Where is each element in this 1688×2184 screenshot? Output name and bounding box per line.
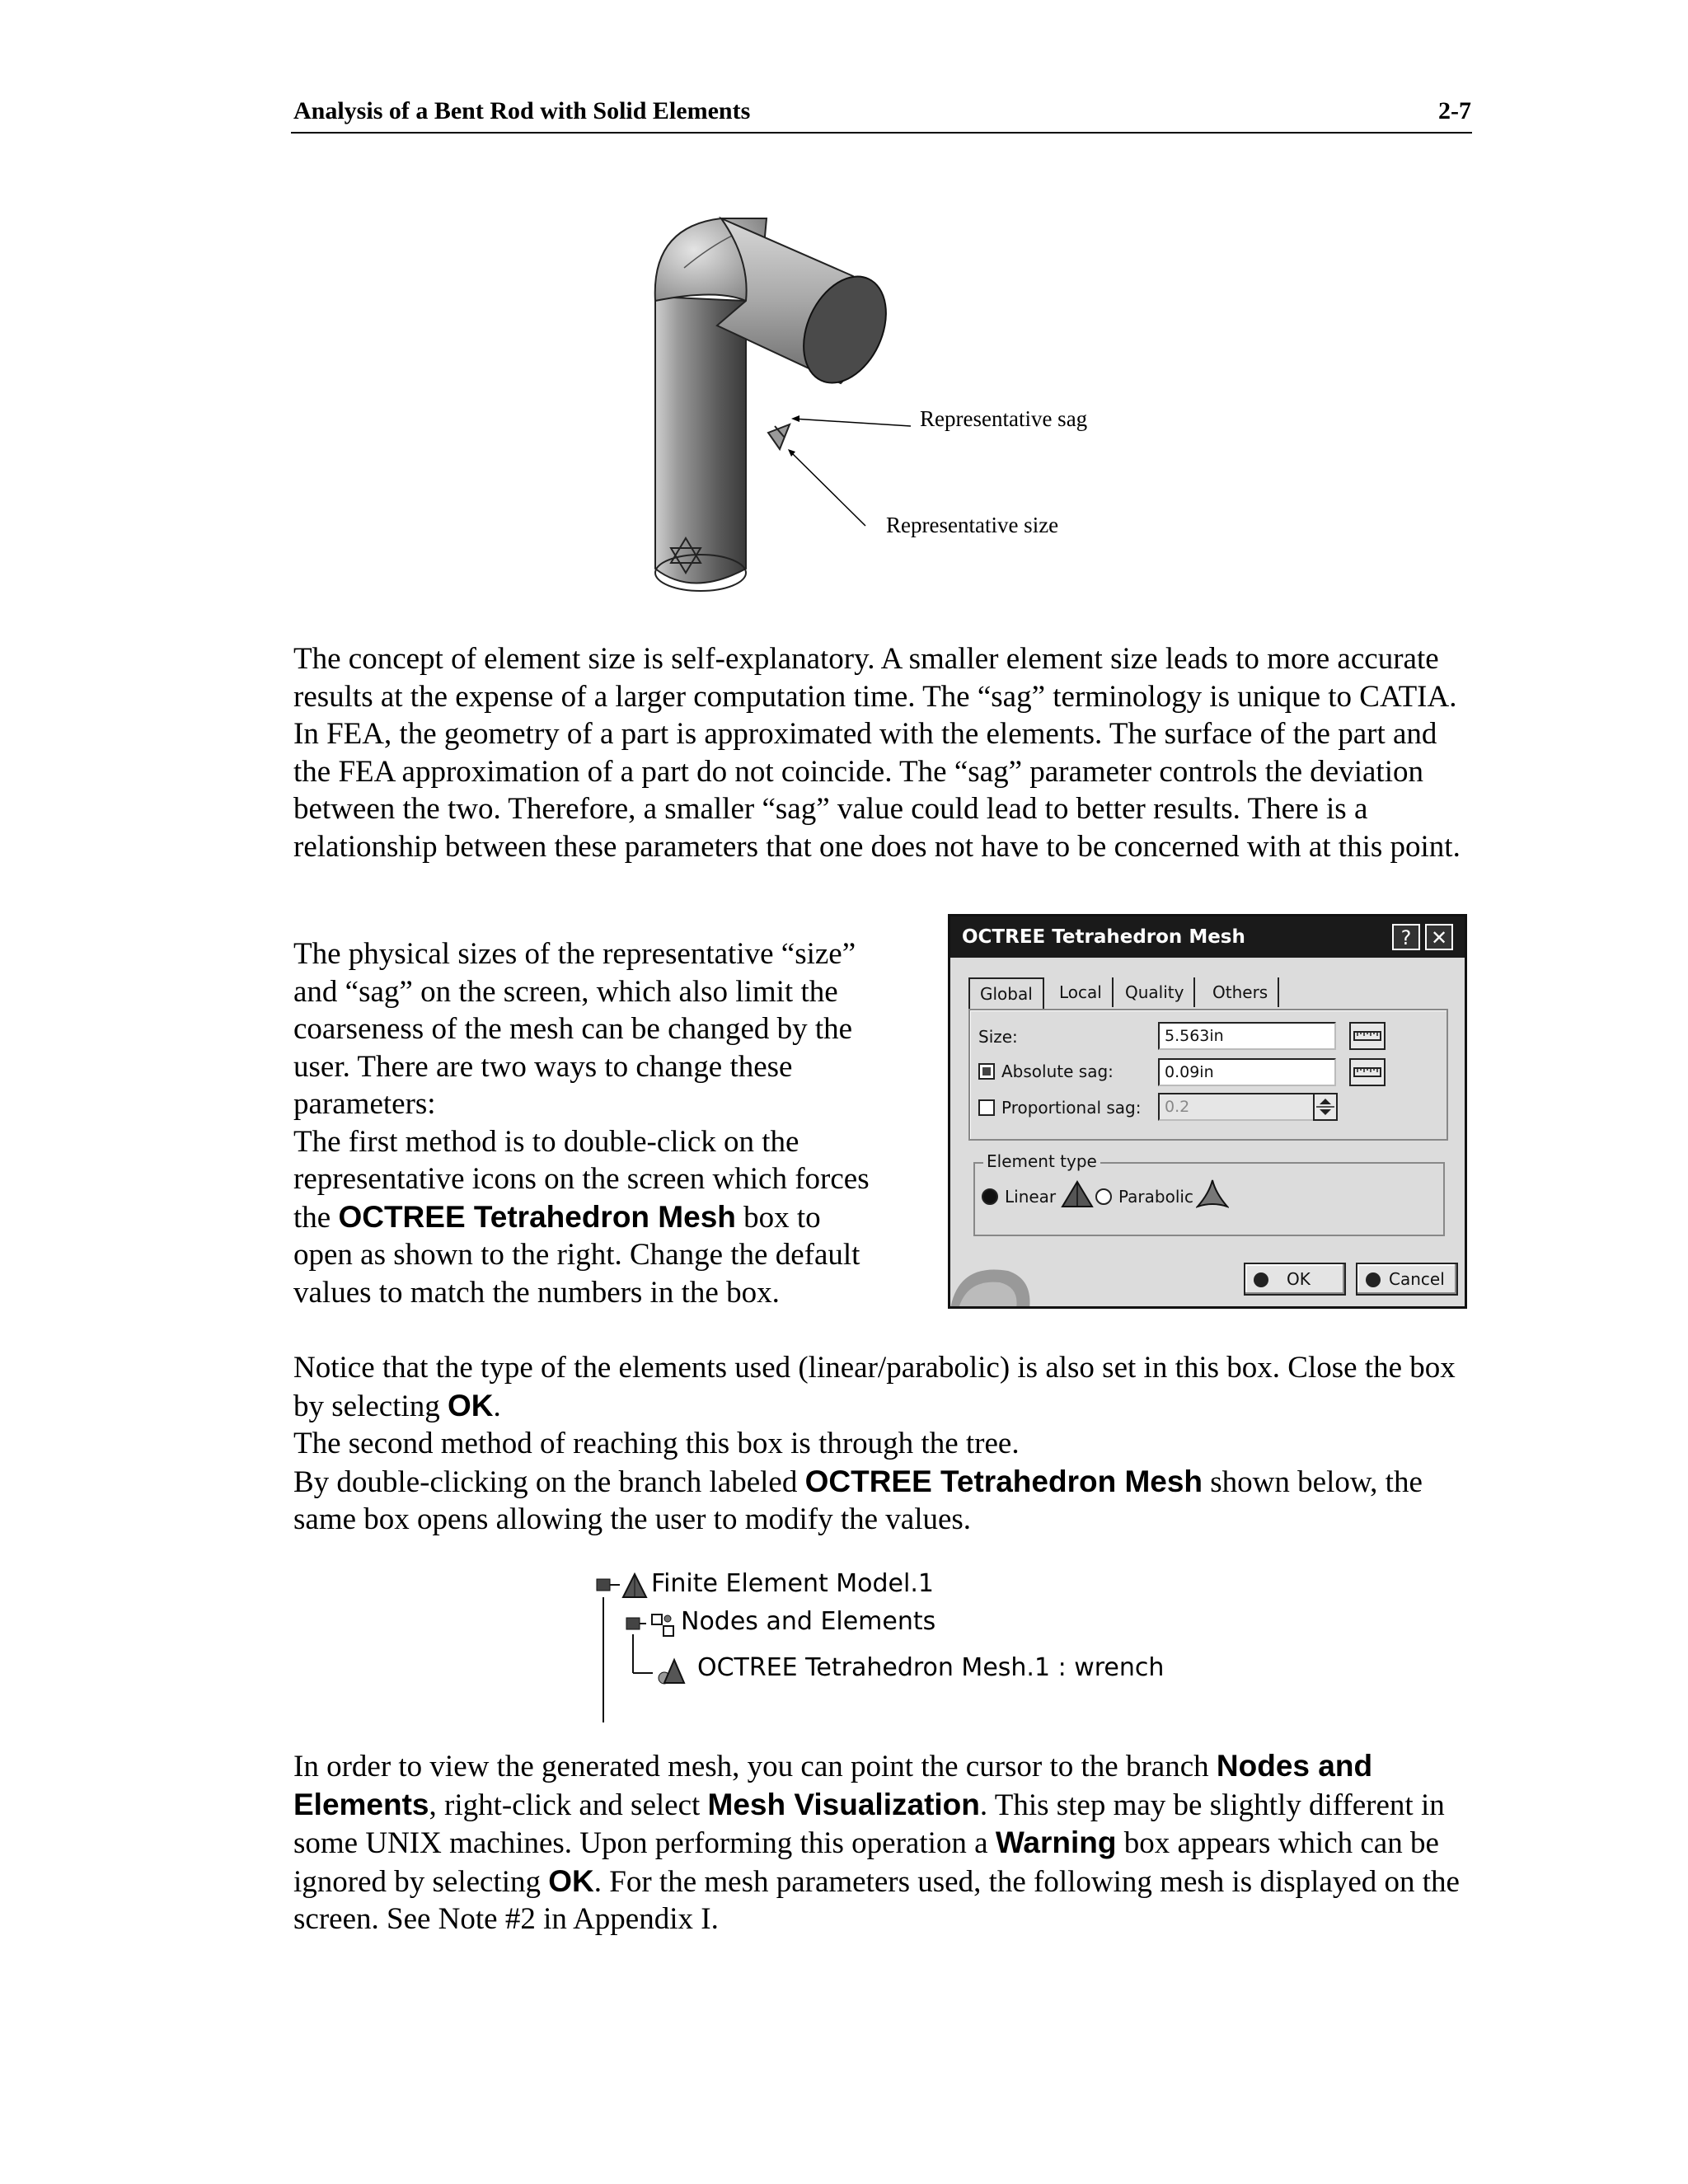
dialog-titlebar (950, 916, 1465, 958)
paragraph-text (293, 1747, 1480, 1938)
text-run: box to open as shown to the right. Change the default values to match the numbers in the box. (293, 1200, 860, 1310)
absolute-sag-input[interactable]: 0.09in (1158, 1058, 1336, 1086)
paragraph-line: The second method of reaching this box is through the tree. (293, 1427, 1020, 1460)
paragraph-text-a: The physical sizes of the representative “size” and “sag” on the screen, which also limit the coarseness of the mesh can be changed by the user. There are two ways to change these parameters: (293, 937, 856, 1121)
page-number: 2-7 (1438, 97, 1471, 124)
cancel-label: Cancel (1389, 1269, 1445, 1289)
cancel-button[interactable] (1356, 1263, 1458, 1296)
absolute-sag-label: Absolute sag: (1001, 1062, 1114, 1081)
callout-representative-sag: Representative sag (920, 406, 1088, 431)
linear-tetra-icon (1061, 1180, 1094, 1210)
size-label: Size: (978, 1027, 1018, 1047)
bold-term-warning: Warning (995, 1825, 1117, 1859)
representative-sag-size-symbol (768, 424, 790, 449)
linear-label: Linear (1005, 1187, 1057, 1207)
text-run: , right-click and select (429, 1788, 708, 1822)
cancel-dot-icon (1366, 1272, 1381, 1287)
parabolic-label: Parabolic (1118, 1187, 1193, 1207)
paragraph-element-size-sag (293, 640, 1480, 865)
ok-button[interactable] (1244, 1263, 1346, 1296)
close-button[interactable]: ✕ (1425, 924, 1453, 950)
header-rule (291, 132, 1472, 134)
proportional-sag-input[interactable]: 0.2 (1158, 1093, 1336, 1121)
tab-others[interactable]: Others (1203, 977, 1279, 1007)
paragraph-change-parameters (293, 935, 887, 1311)
text-run: In order to view the generated mesh, you can point the cursor to the branch (293, 1750, 1217, 1783)
dialog-corner-graphic (950, 1246, 1041, 1309)
text-run: . (493, 1389, 501, 1423)
fem-model-icon[interactable] (621, 1572, 648, 1599)
size-ruler-icon[interactable] (1349, 1022, 1386, 1050)
bold-term-mesh-visualization: Mesh Visualization (707, 1787, 980, 1821)
octree-mesh-icon[interactable] (656, 1657, 686, 1686)
paragraph-text: The concept of element size is self-explanatory. A smaller element size leads to more accurate results at the expense of a larger computation time. The “sag” terminology is unique to CATIA. In FEA, the geometry of a part is approximated with the elements. The surface of the part and the FEA approximation of a part do not coincide. The “sag” parameter controls the deviation between the two. Therefore, a smaller “sag” value could lead to better results. There is a relationship between these parameters that one does not have to be concerned with at this point. (293, 642, 1461, 864)
element-type-label: Element type (983, 1151, 1100, 1171)
linear-radio[interactable] (982, 1188, 998, 1205)
bold-term-octree: OCTREE Tetrahedron Mesh (804, 1464, 1203, 1498)
dialog-title: OCTREE Tetrahedron Mesh (962, 926, 1245, 948)
specification-tree (560, 1564, 1165, 1729)
proportional-sag-spinner[interactable] (1313, 1093, 1338, 1121)
rod-vertical-leg (655, 297, 746, 583)
tab-quality[interactable]: Quality (1115, 977, 1195, 1007)
parabolic-tetra-icon (1196, 1179, 1229, 1210)
ok-label: OK (1287, 1269, 1311, 1289)
paragraph-line (293, 1463, 1480, 1539)
paragraph-line (293, 1349, 1480, 1425)
tree-node-finite-element-model[interactable]: Finite Element Model.1 (651, 1569, 934, 1598)
bold-term-octree: OCTREE Tetrahedron Mesh (338, 1199, 736, 1234)
paragraph-text-b (293, 1123, 887, 1312)
bold-term-ok: OK (548, 1863, 594, 1898)
text-run: The first method is to double-click on the representative icons on the screen which forces the (293, 1124, 870, 1235)
text-run: shown below, the same box opens allowing the user to modify the values. (293, 1465, 1423, 1536)
paragraph-close-and-tree (293, 1349, 1480, 1539)
parabolic-radio[interactable] (1095, 1188, 1112, 1205)
help-button[interactable]: ? (1392, 924, 1420, 950)
text-run: By double-clicking on the branch labeled (293, 1465, 805, 1499)
paragraph-mesh-visualization (293, 1747, 1480, 1938)
text-run: box appears which can be ignored by selecting (293, 1826, 1439, 1899)
callout-representative-size: Representative size (886, 513, 1059, 537)
text-run: . This step may be slightly different in some UNIX machines. Upon performing this operation a (293, 1788, 1445, 1860)
absolute-sag-ruler-icon[interactable] (1349, 1058, 1386, 1086)
octree-tetrahedron-mesh-dialog (948, 914, 1467, 1309)
proportional-sag-label: Proportional sag: (1001, 1098, 1142, 1118)
text-run: Notice that the type of the elements used (linear/parabolic) is also set in this box. Close the box by selecting (293, 1351, 1456, 1423)
ok-dot-icon (1254, 1272, 1268, 1287)
tab-local[interactable]: Local (1049, 977, 1114, 1007)
tab-global[interactable]: Global (968, 977, 1044, 1010)
tree-node-nodes-and-elements[interactable]: Nodes and Elements (681, 1607, 936, 1636)
size-input[interactable]: 5.563in (1158, 1022, 1336, 1050)
bold-term-nodes-elements: Nodes and Elements (293, 1749, 1373, 1821)
running-header-title: Analysis of a Bent Rod with Solid Elements (293, 97, 751, 124)
bold-term-ok: OK (448, 1388, 494, 1422)
text-run: . For the mesh parameters used, the following mesh is displayed on the screen. See Note #2 in Appendix I. (293, 1864, 1460, 1936)
proportional-sag-checkbox[interactable] (978, 1099, 995, 1116)
nodes-elements-icon[interactable] (649, 1612, 676, 1638)
tree-node-octree-tetrahedron-mesh[interactable]: OCTREE Tetrahedron Mesh.1 : wrench (697, 1653, 1165, 1682)
absolute-sag-checkbox[interactable] (978, 1063, 995, 1080)
